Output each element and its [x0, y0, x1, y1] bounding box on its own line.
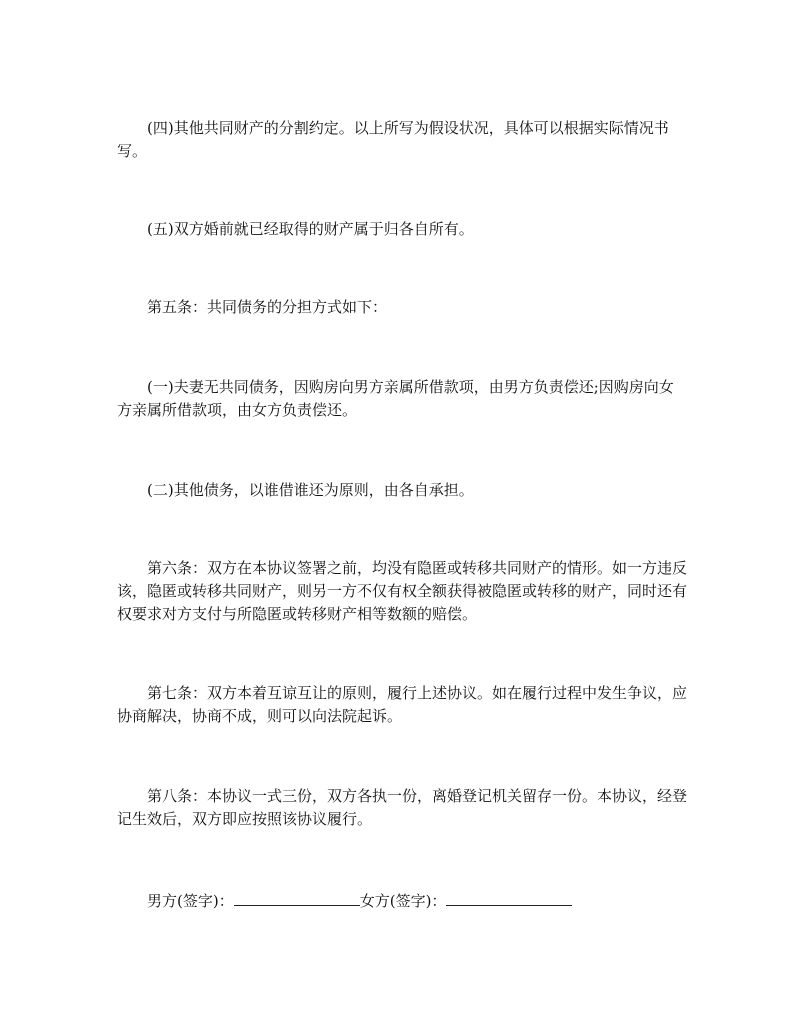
paragraph-text: (一)夫妻无共同债务，因购房向男方亲属所借款项，由男方负责偿还;因购房向女方亲属所借款项，由女方负责偿还。	[117, 378, 674, 419]
signature-line	[117, 890, 572, 913]
paragraph-text: 第六条：双方在本协议签署之前，均没有隐匿或转移共同财产的情形。如一方违反该，隐匿或转移共同财产，则另一方不仅有权全额获得被隐匿或转移的财产，同时还有权要求对方支付与所隐匿或转移财产相等数额的赔偿。	[117, 559, 688, 623]
paragraph-property-four	[117, 117, 687, 163]
paragraph-text: 第八条：本协议一式三份，双方各执一份，离婚登记机关留存一份。本协议，经登记生效后，双方即应按照该协议履行。	[117, 787, 688, 828]
female-signature-blank[interactable]	[446, 893, 572, 906]
paragraph-text: 第七条：双方本着互谅互让的原则，履行上述协议。如在履行过程中发生争议，应协商解决，协商不成，则可以向法院起诉。	[117, 684, 688, 725]
paragraph-text: 第五条：共同债务的分担方式如下：	[147, 298, 388, 316]
paragraph-text: (二)其他债务，以谁借谁还为原则，由各自承担。	[147, 481, 474, 499]
paragraph-text: (五)双方婚前就已经取得的财产属于归各自所有。	[147, 220, 474, 238]
paragraph-debt-two	[117, 479, 687, 502]
paragraph-property-five	[117, 218, 687, 241]
article-seven	[117, 682, 687, 728]
male-signature-blank[interactable]	[234, 893, 360, 906]
female-signature-label: 女方(签字)：	[359, 892, 447, 910]
paragraph-text: (四)其他共同财产的分割约定。以上所写为假设状况，具体可以根据实际情况书写。	[117, 119, 669, 160]
article-six	[117, 557, 687, 626]
paragraph-debt-one	[117, 376, 687, 422]
article-eight	[117, 785, 687, 831]
male-signature-label: 男方(签字)：	[147, 892, 234, 910]
article-five-heading	[117, 296, 687, 319]
